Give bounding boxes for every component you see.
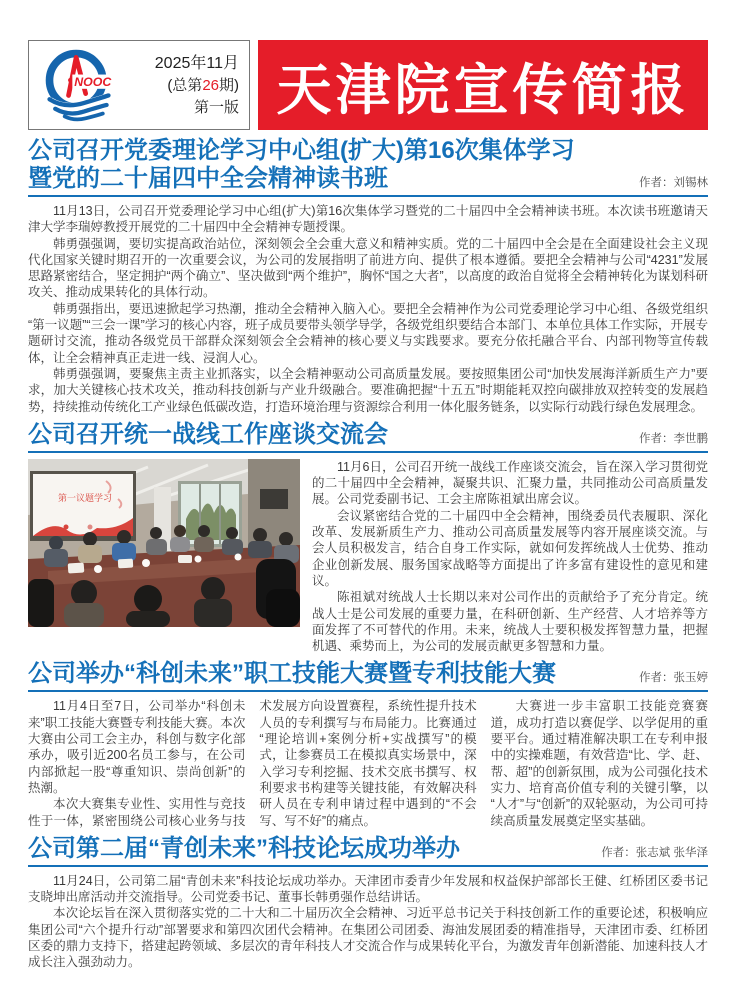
issue-number-line (123, 75, 239, 97)
paragraph: 韩勇强指出，要迅速掀起学习热潮，推动全会精神入脑入心。要把全会精神作为公司党委理论学习中心组、各级党组织“第一议题”“三会一课”学习的核心内容，班子成员要带头领学导学，各级党组织要结合本部门、本单位具体工作实际，开展专题研讨交流，推动各级党员干部群众深刻领会全会精神的核心要义与实践要求。要充分依托融合平台、内部刊物等宣传载体，让全会精神真正走进一线、浸润人心。 (28, 301, 708, 365)
paragraph: 11月6日，公司召开统一战线工作座谈交流会，旨在深入学习贯彻党的二十届四中全会精神，凝聚共识、汇聚力量，共同推动公司高质量发展。公司党委副书记、工会主席陈祖斌出席会议。 (312, 459, 708, 507)
paragraph: 韩勇强强调，要切实提高政治站位，深刻领会全会重大意义和精神实质。党的二十届四中全会是在全面建设社会主义现代化国家关键时期召开的一次重要会议，为公司的发展指明了前进方向、提供了根本遵循。要把全会精神与公司“4231”发展思路紧密结合，坚定拥护“两个确立”、坚决做到“两个维护”，胸怀“国之大者”，以高度的政治自觉将全会精神转化为谋划科研攻关、推动成果转化的具体行动。 (28, 236, 708, 300)
paragraph: 韩勇强强调，要聚焦主责主业抓落实，以全会精神驱动公司高质量发展。要按照集团公司“加快发展海洋新质生产力”要求，加大关键核心技术攻关，推动科技创新与产业升级融合。要准确把握“十五五”时期能耗双控向碳排放双控转变的发展趋势，持续推动传统化工产业绿色低碳改造，打造环境治理与资源综合利用一体化服务链条，以实际行动践行绿色发展理念。 (28, 366, 708, 414)
paragraph: 11月13日，公司召开党委理论学习中心组(扩大)第16次集体学习暨党的二十届四中全会精神读书班。本次读书班邀请天津大学李瑞婷教授开展党的二十届四中全会精神专题授课。 (28, 204, 708, 235)
issue-number: 26 (202, 76, 219, 94)
masthead (28, 40, 708, 130)
article-title: 公司第二届“青创未来”科技论坛成功举办 (28, 834, 460, 862)
newsletter-title: 天津院宣传简报 (276, 59, 690, 121)
article-title-row (28, 421, 708, 449)
article-united-front (28, 421, 708, 655)
article-title (28, 137, 629, 193)
paragraph: 11月4日至7日，公司举办“科创未来”职工技能大赛暨专利技能大赛。本次大赛由公司工会主办，科创与数字化部承办，吸引近200名员工参与，在公司内部掀起一股“尊重知识、崇尚创新”的热潮。 (28, 699, 246, 795)
title-rule (28, 451, 708, 453)
issue-date: 2025年11月 (154, 54, 239, 72)
article-title-row (28, 835, 708, 863)
article-title-line2: 暨党的二十届四中全会精神读书班 (28, 165, 388, 192)
article-study-session (28, 137, 708, 415)
article-title: 公司举办“科创未来”职工技能大赛暨专利技能大赛 (28, 660, 556, 688)
issue-prefix: (总第 (167, 76, 203, 94)
title-rule (28, 195, 708, 197)
paragraph: 11月24日，公司第二届“青创未来”科技论坛成功举办。天津团市委青少年发展和权益保护部部长王健、红桥团区委书记支晓坤出席活动并交流指导。公司党委书记、董事长韩勇强作总结讲话。 (28, 873, 708, 905)
article-author: 作者：刘锡林 (639, 177, 708, 189)
article-author: 作者：张玉婷 (639, 672, 708, 685)
title-rule (28, 865, 708, 867)
article-skills-competition (28, 660, 708, 828)
article-body (28, 873, 708, 971)
article-title-row (28, 137, 708, 193)
cnooc-logo-icon (35, 46, 123, 124)
issue-lines (123, 52, 239, 119)
article-media-row (28, 459, 708, 655)
photo-screen-text: 第一议题学习 (58, 492, 113, 503)
paragraph: 陈祖斌对统战人士长期以来对公司作出的贡献给予了充分肯定。统战人士是公司发展的重要力量，在科研创新、生产经营、人才培养等方面发挥了不可替代的作用。未来，统战人士要积极发挥智慧力量，把握机遇、乘势而上，为公司的发展贡献更多智慧和力量。 (312, 590, 708, 654)
paragraph: 大赛进一步丰富职工技能竞赛赛道，成功打造以赛促学、以学促用的重要平台。通过精准解决职工在专利申报中的实操难题，有效营造“比、学、赶、帮、超”的创新氛围，成为公司强化技术实力、培育高价值专利的关键引擎，以“人才”与“创新”的双轮驱动，为公司可持续高质量发展奠定坚实基础。 (490, 699, 708, 828)
paragraph: 会议紧密结合党的二十届四中全会精神，围绕委员代表履职、深化改革、发展新质生产力、推动公司高质量发展等内容开展座谈交流。与会人员积极发言，结合自身工作实际，就如何发挥统战人士优势、推动企业创新发展、服务国家战略等方面提出了许多富有建设性的意见和建议。 (312, 508, 708, 588)
issue-info-box (28, 40, 250, 130)
article-author: 作者：张志斌 张华泽 (601, 846, 708, 859)
article-title-line1: 公司召开党委理论学习中心组(扩大)第16次集体学习 (28, 137, 575, 164)
article-body (312, 459, 708, 655)
meeting-photo (28, 459, 300, 627)
logo-text: NOOC (74, 74, 112, 89)
article-body-columns (28, 698, 708, 828)
title-rule (28, 690, 708, 692)
article-title-row (28, 660, 708, 688)
issue-suffix: 期) (219, 76, 239, 94)
edition-label: 第一版 (193, 98, 239, 116)
masthead-banner (258, 40, 708, 130)
article-body (28, 203, 708, 415)
article-title: 公司召开统一战线工作座谈交流会 (28, 420, 388, 448)
paragraph: 本次大赛集专业性、实用性与竞技性于一体，紧密围绕公司核心业务与技术发展方向设置赛程，系统性提升技术人员的专利撰写与布局能力。比赛通过“理论培训+案例分析+实战撰写”的模式，让参赛员工在模拟真实场景中，深入学习专利挖掘、技术交底书撰写、权利要求书构建等关键技能，有效解决科研人员在专利申请过程中遇到的“不会写、写不好”的痛点。 (28, 699, 477, 828)
article-youth-forum (28, 835, 708, 971)
paragraph: 本次论坛旨在深入贯彻落实党的二十大和二十届历次全会精神、习近平总书记关于科技创新工作的重要论述，积极响应集团公司“六个提升行动”部署要求和第四次团代会精神。在集团公司团委、海油发展团委的精准指导，天津团市委、红桥团区委的鼎力支持下，搭建起跨领域、多层次的青年科技人才交流合作与成果转化平台，为激发青年创新潜能、加速科技人才成长注入强劲动力。 (28, 906, 708, 970)
article-author: 作者：李世鹏 (639, 432, 708, 445)
